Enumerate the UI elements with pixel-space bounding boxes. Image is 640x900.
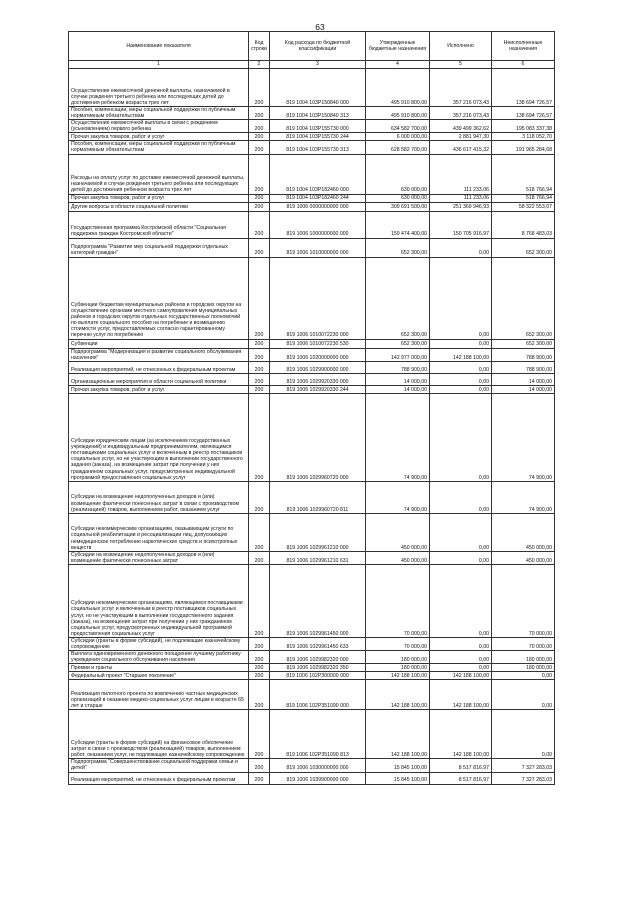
row-executed: 0,00 (430, 564, 492, 637)
row-expense-code: 819 1006 102P351090 000 (270, 680, 366, 710)
row-approved: 652 300,00 (366, 257, 430, 339)
row-executed: 111 233,06 (430, 194, 492, 202)
row-expense-code: 819 1006 1010000000 000 (270, 238, 366, 257)
table-row (69, 339, 555, 348)
row-unexecuted: 788 900,00 (492, 361, 555, 373)
row-expense-code: 819 1006 102P300000 000 (270, 672, 366, 680)
row-approved: 634 582 700,00 (366, 120, 430, 133)
row-executed: 251 369 946,93 (430, 202, 492, 211)
row-expense-code: 819 1004 103P155730 313 (270, 141, 366, 154)
row-unexecuted: 8 768 483,03 (492, 211, 555, 238)
row-expense-code: 819 1006 1010072230 530 (270, 339, 366, 348)
row-name: Федеральный проект "Старшее поколение" (69, 672, 249, 680)
row-approved: 495 910 800,00 (366, 69, 430, 107)
table-row (69, 672, 555, 680)
row-approved: 70 000,00 (366, 637, 430, 650)
row-approved: 14 000,00 (366, 385, 430, 393)
row-executed: 0,00 (430, 238, 492, 257)
row-line-code: 200 (249, 759, 270, 772)
row-approved: 74 900,00 (366, 393, 430, 481)
table-row (69, 120, 555, 133)
row-line-code: 200 (249, 107, 270, 120)
row-name: Подпрограмма "Модернизация и развитие социального обслуживания населения" (69, 348, 249, 361)
row-expense-code: 819 1006 1000000000 000 (270, 211, 366, 238)
row-unexecuted: 195 083 337,38 (492, 120, 555, 133)
row-executed: 0,00 (430, 373, 492, 385)
row-executed: 8 517 816,97 (430, 772, 492, 784)
row-approved: 70 000,00 (366, 564, 430, 637)
row-line-code: 200 (249, 680, 270, 710)
row-approved: 15 845 100,00 (366, 759, 430, 772)
row-executed: 0,00 (430, 513, 492, 551)
header-expense-code: Код расхода по бюджетной классификации (270, 32, 366, 61)
row-executed: 0,00 (430, 481, 492, 513)
table-row (69, 211, 555, 238)
row-name: Другие вопросы в области социальной политики (69, 202, 249, 211)
table-row (69, 564, 555, 637)
column-number: 6 (492, 61, 555, 69)
row-name: Премии и гранты (69, 664, 249, 672)
row-approved: 450 000,00 (366, 551, 430, 564)
column-number: 4 (366, 61, 430, 69)
row-executed: 0,00 (430, 361, 492, 373)
row-line-code: 200 (249, 361, 270, 373)
row-approved: 630 000,00 (366, 194, 430, 202)
row-line-code: 200 (249, 664, 270, 672)
row-expense-code: 819 1006 1029900000 000 (270, 361, 366, 373)
row-executed: 0,00 (430, 551, 492, 564)
row-unexecuted: 788 900,00 (492, 348, 555, 361)
row-executed: 357 216 073,43 (430, 69, 492, 107)
row-name: Субвенции (69, 339, 249, 348)
row-executed: 357 216 073,43 (430, 107, 492, 120)
row-expense-code: 819 1006 1039900000 000 (270, 772, 366, 784)
row-line-code: 200 (249, 120, 270, 133)
row-approved: 180 000,00 (366, 664, 430, 672)
row-unexecuted: 14 000,00 (492, 385, 555, 393)
row-unexecuted: 7 327 283,03 (492, 772, 555, 784)
row-name: Пособия, компенсации, меры социальной поддержки по публичным нормативным обязательствам (69, 107, 249, 120)
row-approved: 652 300,00 (366, 339, 430, 348)
row-unexecuted: 0,00 (492, 680, 555, 710)
row-line-code: 200 (249, 393, 270, 481)
row-executed: 142 188 100,00 (430, 710, 492, 759)
row-name: Выплата единовременного денежного поощрения лучшему работнику учреждения социального обслуживания населения (69, 651, 249, 664)
row-name: Подпрограмма "Совершенствование социальной поддержки семьи и детей" (69, 759, 249, 772)
row-expense-code: 819 1006 1030000000 000 (270, 759, 366, 772)
row-approved: 630 000,00 (366, 154, 430, 194)
row-unexecuted: 3 118 052,70 (492, 133, 555, 141)
column-number: 2 (249, 61, 270, 69)
row-name: Организационные мероприятия в области социальной политики (69, 373, 249, 385)
row-executed: 142 188 100,00 (430, 348, 492, 361)
row-unexecuted: 518 766,94 (492, 194, 555, 202)
row-executed: 439 499 362,62 (430, 120, 492, 133)
row-approved: 652 300,00 (366, 238, 430, 257)
column-number: 1 (69, 61, 249, 69)
row-executed: 8 517 816,97 (430, 759, 492, 772)
row-expense-code: 819 1006 1029982320 000 (270, 651, 366, 664)
column-number-row (69, 61, 555, 69)
row-line-code: 200 (249, 373, 270, 385)
row-approved: 142 188 100,00 (366, 672, 430, 680)
row-name: Субсидии на возмещение недополученных доходов и (или) возмещение фактически понесенных затрат в связи с производством (реализацией) товаров, выполнением работ, оказанием услуг (69, 481, 249, 513)
row-approved: 15 845 100,00 (366, 772, 430, 784)
row-executed: 111 233,06 (430, 154, 492, 194)
row-line-code: 200 (249, 385, 270, 393)
row-approved: 309 691 500,00 (366, 202, 430, 211)
row-expense-code: 819 1004 103P155730 244 (270, 133, 366, 141)
row-name: Осуществление ежемесячной денежной выплаты, назначаемой в случае рождения третьего ребенка или последующих детей до достижения ребенком возраста трех лет (69, 69, 249, 107)
table-row (69, 393, 555, 481)
table-row (69, 710, 555, 759)
header-approved: Утвержденные бюджетные назначения (366, 32, 430, 61)
table-row (69, 133, 555, 141)
row-line-code: 200 (249, 348, 270, 361)
row-line-code: 200 (249, 141, 270, 154)
row-name: Прочая закупка товаров, работ и услуг (69, 133, 249, 141)
row-name: Субсидии юридическим лицам (за исключением государственных учреждений) и индивидуальным предпринимателям, являющимся поставщиками социальных услуг и включенным в реестр поставщиков социальных услуг, но не участвующим в выполнении государственного задания (заказа), на возмещение затрат при получении у них гражданином социальных услуг, предусмотренных индивидуальной программой предоставления социальных услуг (69, 393, 249, 481)
row-expense-code: 819 1006 1020000000 000 (270, 348, 366, 361)
row-executed: 0,00 (430, 651, 492, 664)
header-unexecuted: Неисполненные назначения (492, 32, 555, 61)
row-executed: 0,00 (430, 339, 492, 348)
row-unexecuted: 58 322 553,07 (492, 202, 555, 211)
row-expense-code: 819 1006 1029982320 350 (270, 664, 366, 672)
row-approved: 495 910 800,00 (366, 107, 430, 120)
row-unexecuted: 0,00 (492, 672, 555, 680)
row-executed: 436 617 415,32 (430, 141, 492, 154)
row-unexecuted: 518 766,94 (492, 154, 555, 194)
table-row (69, 680, 555, 710)
row-expense-code: 819 1006 1029961450 633 (270, 637, 366, 650)
row-line-code: 200 (249, 257, 270, 339)
row-name: Государственная программа Костромской области "Социальная поддержка граждан Костромской области" (69, 211, 249, 238)
row-unexecuted: 74 900,00 (492, 393, 555, 481)
column-number: 3 (270, 61, 366, 69)
row-expense-code: 819 1006 1029961210 000 (270, 513, 366, 551)
row-approved: 628 582 700,00 (366, 141, 430, 154)
row-executed: 0,00 (430, 637, 492, 650)
row-executed: 142 188 100,00 (430, 680, 492, 710)
table-row (69, 69, 555, 107)
table-body (69, 69, 555, 785)
row-expense-code: 819 1004 103P182460 000 (270, 154, 366, 194)
row-line-code: 200 (249, 564, 270, 637)
row-approved: 142 977 000,00 (366, 348, 430, 361)
row-approved: 450 000,00 (366, 513, 430, 551)
row-unexecuted: 70 000,00 (492, 637, 555, 650)
row-unexecuted: 180 000,00 (492, 664, 555, 672)
row-name: Прочая закупка товаров, работ и услуг (69, 385, 249, 393)
row-name: Реализация мероприятий, не отнесенных к федеральным проектам (69, 772, 249, 784)
row-name: Реализация пилотного проекта по вовлечению частных медицинских организаций в оказание медико-социальных услуг лицам в возрасте 65 лет и старше (69, 680, 249, 710)
row-line-code: 200 (249, 339, 270, 348)
table-row (69, 481, 555, 513)
row-expense-code: 819 1004 103P182460 244 (270, 194, 366, 202)
row-line-code: 200 (249, 154, 270, 194)
row-name: Субсидии на возмещение недополученных доходов и (или) возмещение фактически понесенных затрат (69, 551, 249, 564)
row-unexecuted: 0,00 (492, 710, 555, 759)
row-unexecuted: 450 000,00 (492, 551, 555, 564)
row-executed: 0,00 (430, 393, 492, 481)
table-row (69, 257, 555, 339)
row-unexecuted: 652 300,00 (492, 257, 555, 339)
table-row (69, 154, 555, 194)
row-approved: 142 188 100,00 (366, 710, 430, 759)
row-unexecuted: 652 300,00 (492, 339, 555, 348)
table-row (69, 664, 555, 672)
row-line-code: 200 (249, 211, 270, 238)
row-executed: 0,00 (430, 257, 492, 339)
table-row (69, 772, 555, 784)
table-row (69, 348, 555, 361)
table-row (69, 385, 555, 393)
row-line-code: 200 (249, 637, 270, 650)
row-expense-code: 819 1004 103P150840 313 (270, 107, 366, 120)
row-approved: 788 900,00 (366, 361, 430, 373)
row-executed: 150 705 916,97 (430, 211, 492, 238)
row-unexecuted: 180 000,00 (492, 651, 555, 664)
table-row (69, 637, 555, 650)
row-approved: 6 000 000,00 (366, 133, 430, 141)
row-line-code: 200 (249, 238, 270, 257)
row-line-code: 200 (249, 772, 270, 784)
row-name: Осуществление ежемесячной выплаты в связи с рождением (усыновлением) первого ребенка (69, 120, 249, 133)
row-name: Субвенции бюджетам муниципальных районов и городских округов на осуществление органами местного самоуправления муниципальных районов и городских округов отдельных государственных полномочий по выплате социального пособия на погребение и возмещению стоимости услуг, предоставляемых согласно гарантированному перечню услуг по погребению (69, 257, 249, 339)
row-expense-code: 819 1004 103P150840 000 (270, 69, 366, 107)
table-row (69, 551, 555, 564)
row-name: Пособия, компенсации, меры социальной поддержки по публичным нормативным обязательствам (69, 141, 249, 154)
row-name: Субсидии некоммерческим организациям, оказывающим услуги по социальной реабилитации и ресоциализации лиц, допускающих немедицинское потребление наркотических средств и психотропных веществ (69, 513, 249, 551)
row-line-code: 200 (249, 672, 270, 680)
row-name: Реализация мероприятий, не отнесенных к федеральным проектам (69, 361, 249, 373)
row-line-code: 200 (249, 551, 270, 564)
row-unexecuted: 70 000,00 (492, 564, 555, 637)
row-unexecuted: 74 900,00 (492, 481, 555, 513)
row-approved: 159 474 400,00 (366, 211, 430, 238)
row-executed: 2 881 947,30 (430, 133, 492, 141)
row-expense-code: 819 1006 1010072230 000 (270, 257, 366, 339)
row-expense-code: 819 1004 103P155730 000 (270, 120, 366, 133)
row-line-code: 200 (249, 710, 270, 759)
header-indicator-name: Наименование показателя (69, 32, 249, 61)
row-expense-code: 819 1006 1029960720 000 (270, 393, 366, 481)
table-row (69, 238, 555, 257)
row-approved: 180 000,00 (366, 651, 430, 664)
row-unexecuted: 14 000,00 (492, 373, 555, 385)
row-line-code: 200 (249, 651, 270, 664)
row-executed: 0,00 (430, 664, 492, 672)
column-number: 5 (430, 61, 492, 69)
row-unexecuted: 7 327 283,03 (492, 759, 555, 772)
table-row (69, 141, 555, 154)
row-expense-code: 819 1006 1029961450 000 (270, 564, 366, 637)
row-line-code: 200 (249, 481, 270, 513)
row-approved: 142 188 100,00 (366, 680, 430, 710)
header-line-code: Код строки (249, 32, 270, 61)
row-unexecuted: 138 694 726,57 (492, 107, 555, 120)
table-row (69, 759, 555, 772)
row-line-code: 200 (249, 133, 270, 141)
row-line-code: 200 (249, 513, 270, 551)
row-executed: 0,00 (430, 385, 492, 393)
row-name: Подпрограмма "Развитие мер социальной поддержки отдельных категорий граждан" (69, 238, 249, 257)
row-expense-code: 819 1006 1029960720 811 (270, 481, 366, 513)
row-expense-code: 819 1006 0000000000 000 (270, 202, 366, 211)
row-expense-code: 819 1006 102P351090 813 (270, 710, 366, 759)
page-number: 63 (315, 22, 325, 32)
row-unexecuted: 450 000,00 (492, 513, 555, 551)
row-expense-code: 819 1006 1029920330 244 (270, 385, 366, 393)
table-row (69, 194, 555, 202)
row-executed: 142 188 100,00 (430, 672, 492, 680)
budget-execution-table (68, 31, 555, 785)
row-unexecuted: 652 300,00 (492, 238, 555, 257)
table-row (69, 373, 555, 385)
header-executed: Исполнено (430, 32, 492, 61)
row-unexecuted: 191 965 284,68 (492, 141, 555, 154)
row-name: Расходы на оплату услуг по доставке ежемесячной денежной выплаты, назначаемой в случае рождения третьего ребенка или последующих детей до достижения ребенком возраста трех лет (69, 154, 249, 194)
row-name: Субсидии некоммерческим организациям, являющимся поставщиками социальных услуг и включенным в реестр поставщиков социальных услуг, но не участвующим в выполнении государственного задания (заказа), на возмещение затрат при получении у них гражданином социальных услуг, предусмотренных индивидуальной программой предоставления социальных услуг (69, 564, 249, 637)
row-expense-code: 819 1006 1029920330 000 (270, 373, 366, 385)
table-row (69, 361, 555, 373)
row-line-code: 200 (249, 69, 270, 107)
row-name: Субсидии (гранты в форме субсидий) на финансовое обеспечение затрат в связи с производством (реализацией) товаров, выполнением работ, оказанием услуг, не подлежащие казначейскому сопровождению (69, 710, 249, 759)
row-line-code: 200 (249, 202, 270, 211)
table-row (69, 107, 555, 120)
row-approved: 74 900,00 (366, 481, 430, 513)
table-row (69, 513, 555, 551)
row-name: Прочая закупка товаров, работ и услуг (69, 194, 249, 202)
table-row (69, 202, 555, 211)
row-approved: 14 000,00 (366, 373, 430, 385)
row-name: Субсидии (гранты в форме субсидий), не подлежащие казначейскому сопровождению (69, 637, 249, 650)
row-unexecuted: 138 694 726,57 (492, 69, 555, 107)
row-expense-code: 819 1006 1029961210 631 (270, 551, 366, 564)
table-row (69, 651, 555, 664)
table-header-row (69, 32, 555, 61)
row-line-code: 200 (249, 194, 270, 202)
